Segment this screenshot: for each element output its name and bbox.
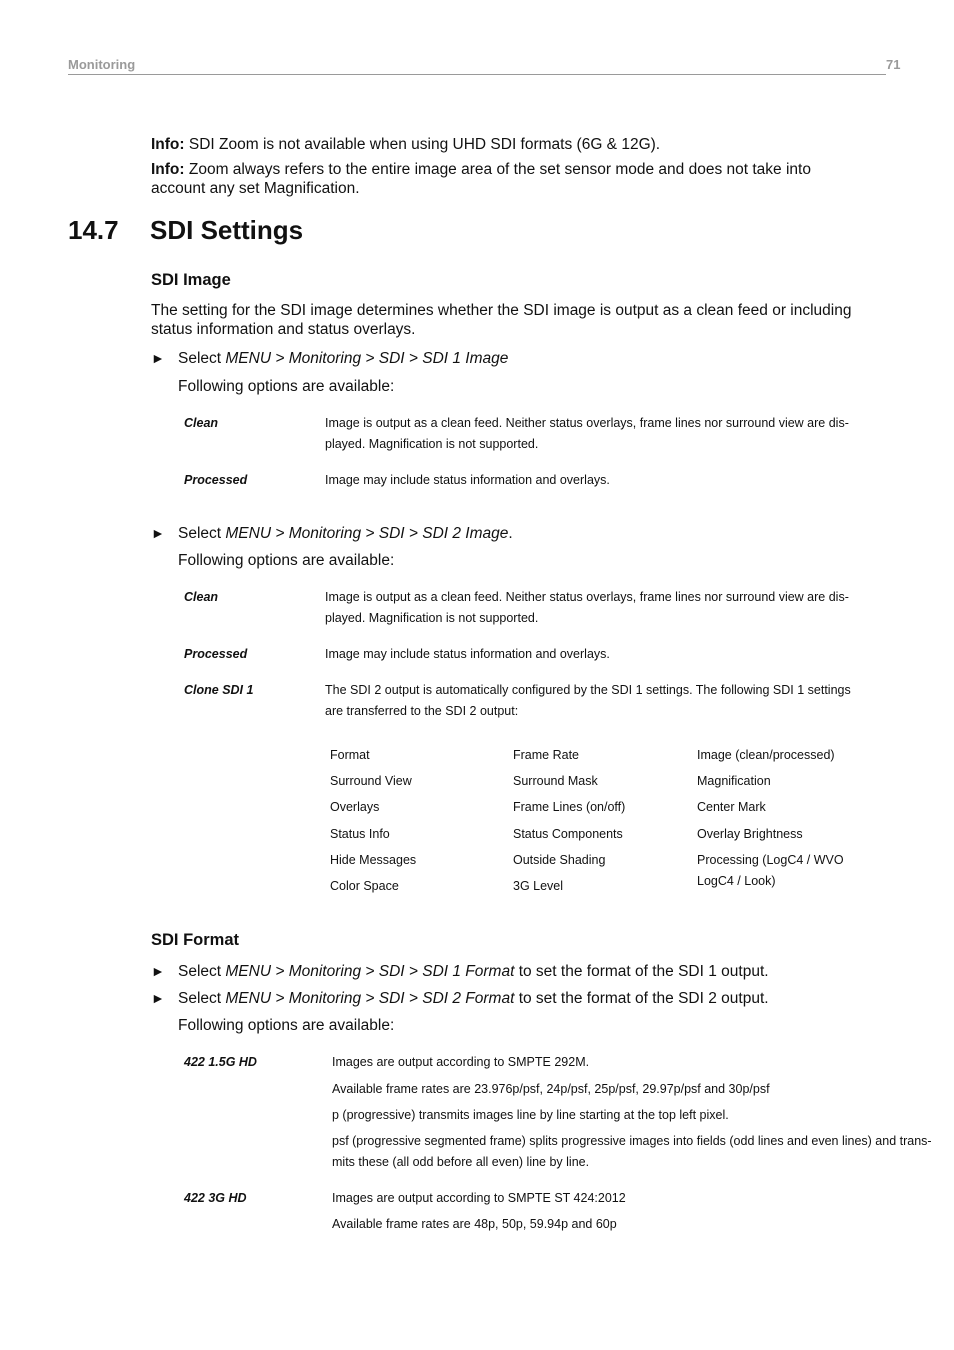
sdi-image-step2 bbox=[178, 524, 513, 543]
option-desc-processed: Image may include status information and overlays. bbox=[325, 473, 610, 487]
setting-cell: Status Info bbox=[330, 827, 390, 841]
menu-path: MENU > Monitoring > SDI > SDI 2 Format bbox=[225, 990, 515, 1007]
option-term-clone-sdi-1: Clone SDI 1 bbox=[184, 683, 254, 697]
sdi-format-step1 bbox=[178, 962, 769, 981]
format-desc-line: psf (progressive segmented frame) splits progressive images into fields (odd lines and even lines) and trans- bbox=[332, 1134, 932, 1148]
setting-cell: Magnification bbox=[697, 774, 771, 788]
setting-cell: Processing (LogC4 / WVO bbox=[697, 853, 844, 867]
setting-cell: Frame Rate bbox=[513, 748, 579, 762]
option-desc-clean-cont: played. Magnification is not supported. bbox=[325, 611, 539, 625]
setting-cell: Center Mark bbox=[697, 800, 766, 814]
sdi-image-intro-line1: The setting for the SDI image determines whether the SDI image is output as a clean feed or including bbox=[151, 302, 852, 319]
setting-cell: Overlays bbox=[330, 800, 380, 814]
format-desc-line: Images are output according to SMPTE ST 424:2012 bbox=[332, 1191, 626, 1205]
option-desc-clone-sdi-1: The SDI 2 output is automatically configured by the SDI 1 settings. The following SDI 1 settings bbox=[325, 683, 851, 697]
setting-cell: Surround View bbox=[330, 774, 412, 788]
option-desc-clean: Image is output as a clean feed. Neither status overlays, frame lines nor surround view are dis- bbox=[325, 416, 849, 430]
setting-cell: Status Components bbox=[513, 827, 623, 841]
step-select-text: Select bbox=[178, 963, 226, 980]
option-term-processed: Processed bbox=[184, 647, 248, 661]
setting-cell: Color Space bbox=[330, 879, 399, 893]
option-term-clean: Clean bbox=[184, 590, 219, 604]
following-options-text: Following options are available: bbox=[178, 552, 395, 569]
setting-cell: Surround Mask bbox=[513, 774, 598, 788]
step-after-text: to set the format of the SDI 2 output. bbox=[514, 990, 769, 1007]
sdi-image-heading: SDI Image bbox=[151, 271, 231, 289]
setting-cell: Hide Messages bbox=[330, 853, 417, 867]
info-note-1 bbox=[151, 135, 660, 154]
step-select-text: Select bbox=[178, 350, 226, 367]
header-rule bbox=[68, 74, 886, 75]
format-term-422-1-5g-hd: 422 1.5G HD bbox=[184, 1055, 257, 1069]
step-select-text: Select bbox=[178, 525, 226, 542]
bullet-arrow-icon: ► bbox=[151, 990, 165, 1006]
following-options-text: Following options are available: bbox=[178, 378, 395, 395]
bullet-arrow-icon: ► bbox=[151, 963, 165, 979]
bullet-arrow-icon: ► bbox=[151, 350, 165, 366]
setting-cell: LogC4 / Look) bbox=[697, 874, 776, 888]
menu-path: MENU > Monitoring > SDI > SDI 1 Format bbox=[225, 963, 515, 980]
sdi-format-heading: SDI Format bbox=[151, 931, 240, 949]
bullet-arrow-icon: ► bbox=[151, 525, 165, 541]
sdi-image-intro-line2: status information and status overlays. bbox=[151, 321, 416, 338]
info-note-2-cont: account any set Magnification. bbox=[151, 180, 360, 197]
following-options-text: Following options are available: bbox=[178, 1017, 395, 1034]
section-number: 14.7 bbox=[68, 215, 119, 245]
menu-path: MENU > Monitoring > SDI > SDI 2 Image bbox=[225, 525, 509, 542]
setting-cell: Format bbox=[330, 748, 370, 762]
option-term-processed: Processed bbox=[184, 473, 248, 487]
option-desc-clean: Image is output as a clean feed. Neither status overlays, frame lines nor surround view are dis- bbox=[325, 590, 849, 604]
format-desc-line: p (progressive) transmits images line by line starting at the top left pixel. bbox=[332, 1108, 729, 1122]
info-label: Info: bbox=[151, 136, 185, 153]
format-desc-line: mits these (all odd before all even) line by line. bbox=[332, 1155, 590, 1169]
section-title: SDI Settings bbox=[150, 215, 304, 245]
sdi-format-step2 bbox=[178, 989, 769, 1008]
step-select-text: Select bbox=[178, 990, 226, 1007]
info-label: Info: bbox=[151, 161, 185, 178]
format-desc-line: Images are output according to SMPTE 292M. bbox=[332, 1055, 590, 1069]
info-note-2 bbox=[151, 160, 811, 179]
option-term-clean: Clean bbox=[184, 416, 219, 430]
running-header-section: Monitoring bbox=[68, 57, 136, 72]
format-term-422-3g-hd: 422 3G HD bbox=[184, 1191, 247, 1205]
menu-path: MENU > Monitoring > SDI > SDI 1 Image bbox=[225, 350, 509, 367]
setting-cell: Outside Shading bbox=[513, 853, 606, 867]
setting-cell: 3G Level bbox=[513, 879, 564, 893]
option-desc-clone-sdi-1-cont: are transferred to the SDI 2 output: bbox=[325, 704, 519, 718]
step-after-text: . bbox=[508, 525, 513, 542]
info-text: SDI Zoom is not available when using UHD SDI formats (6G & 12G). bbox=[184, 136, 661, 153]
setting-cell: Image (clean/processed) bbox=[697, 748, 835, 762]
setting-cell: Overlay Brightness bbox=[697, 827, 803, 841]
step-after-text: to set the format of the SDI 1 output. bbox=[514, 963, 769, 980]
format-desc-line: Available frame rates are 48p, 50p, 59.94p and 60p bbox=[332, 1217, 617, 1231]
format-desc-line: Available frame rates are 23.976p/psf, 24p/psf, 25p/psf, 29.97p/psf and 30p/psf bbox=[332, 1082, 770, 1096]
sdi-image-step1 bbox=[178, 349, 508, 368]
option-desc-processed: Image may include status information and overlays. bbox=[325, 647, 610, 661]
info-text: Zoom always refers to the entire image area of the set sensor mode and does not take into bbox=[184, 161, 811, 178]
setting-cell: Frame Lines (on/off) bbox=[513, 800, 626, 814]
option-desc-clean-cont: played. Magnification is not supported. bbox=[325, 437, 539, 451]
page-number: 71 bbox=[886, 57, 901, 72]
